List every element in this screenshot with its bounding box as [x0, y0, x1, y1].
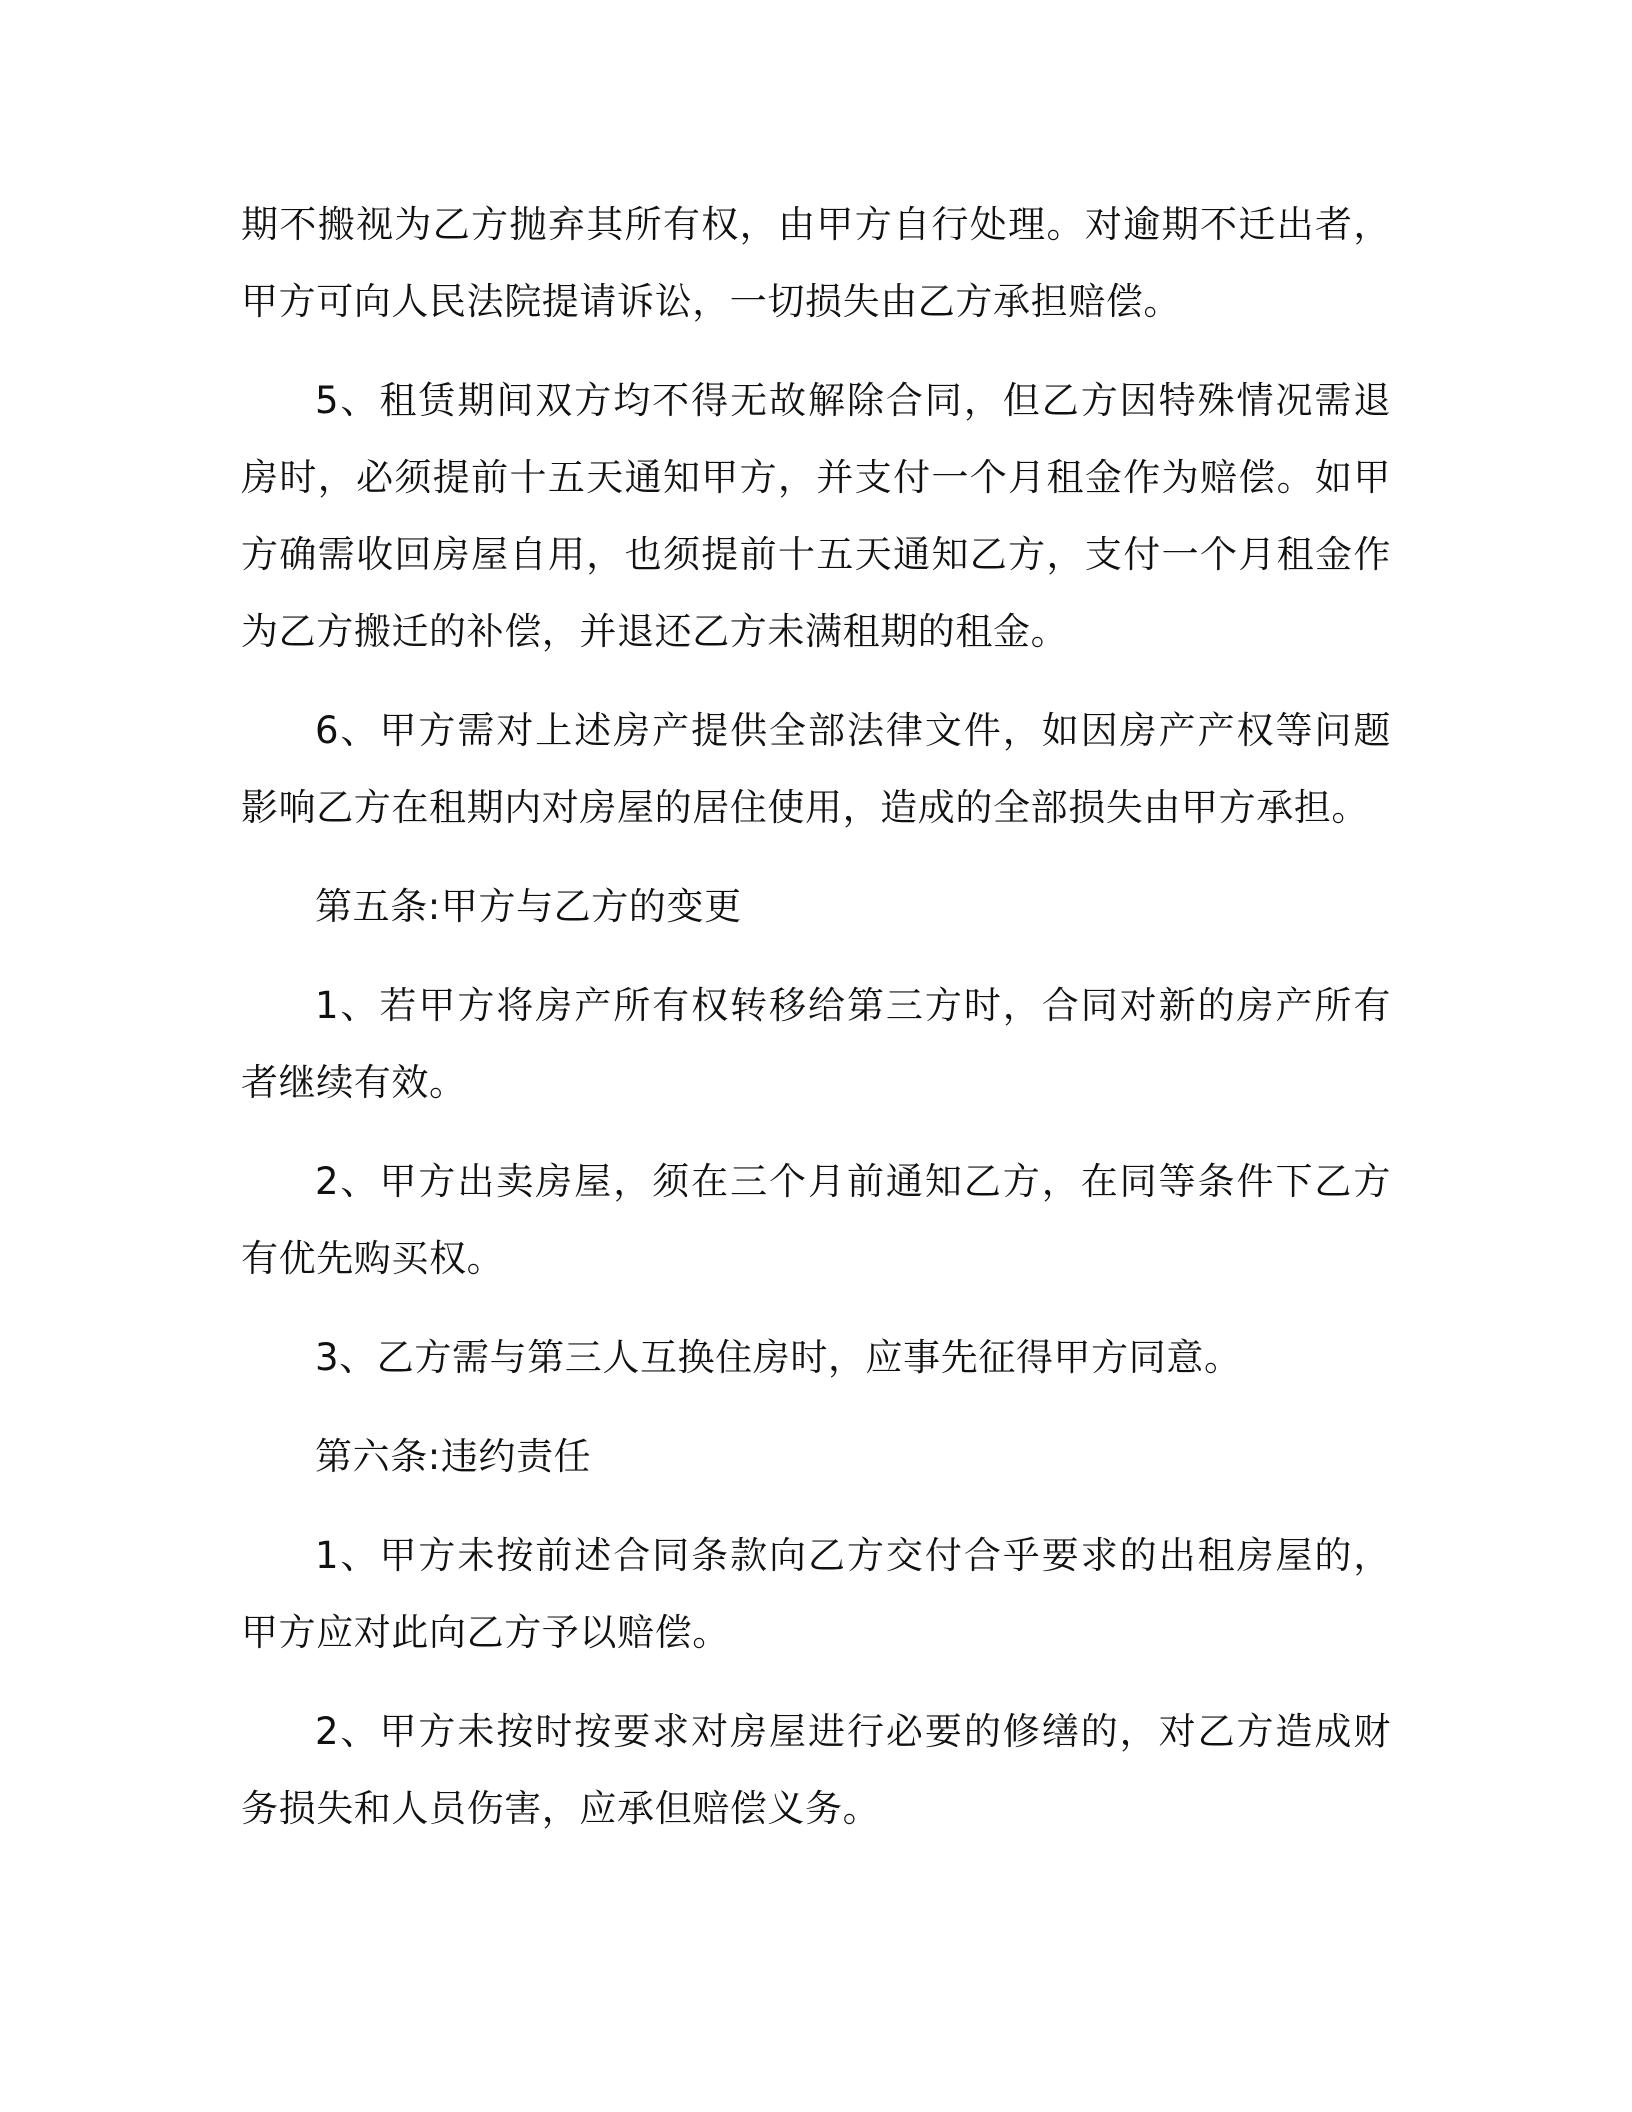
article-6-clause-1: 1、甲方未按前述合同条款向乙方交付合乎要求的出租房屋的，甲方应对此向乙方予以赔偿。 [241, 1534, 1391, 1654]
article-5-clause-1: 1、若甲方将房产所有权转移给第三方时，合同对新的房产所有者继续有效。 [241, 984, 1391, 1104]
clause-5: 5、租赁期间双方均不得无故解除合同，但乙方因特殊情况需退房时，必须提前十五天通知甲方，并支付一个月租金作为赔偿。如甲方确需收回房屋自用，也须提前十五天通知乙方，支付一个月租金作为乙方搬迁的补偿，并退还乙方未满租期的租金。 [241, 379, 1391, 653]
article-6-clause-2: 2、甲方未按时按要求对房屋进行必要的修缮的，对乙方造成财务损失和人员伤害，应承但赔偿义务。 [241, 1710, 1391, 1830]
article-6-heading: 第六条:违约责任 [315, 1435, 592, 1478]
clause-6: 6、甲方需对上述房产提供全部法律文件，如因房产产权等问题影响乙方在租期内对房屋的居住使用，造成的全部损失由甲方承担。 [241, 709, 1391, 829]
paragraph-continuation: 期不搬视为乙方抛弃其所有权，由甲方自行处理。对逾期不迁出者，甲方可向人民法院提请诉讼，一切损失由乙方承担赔偿。 [241, 203, 1391, 323]
article-5-heading: 第五条:甲方与乙方的变更 [315, 885, 742, 928]
document-body [241, 186, 1391, 1869]
article-5-clause-3: 3、乙方需与第三人互换住房时，应事先征得甲方同意。 [315, 1336, 1242, 1379]
article-5-clause-2: 2、甲方出卖房屋，须在三个月前通知乙方，在同等条件下乙方有优先购买权。 [241, 1160, 1391, 1280]
